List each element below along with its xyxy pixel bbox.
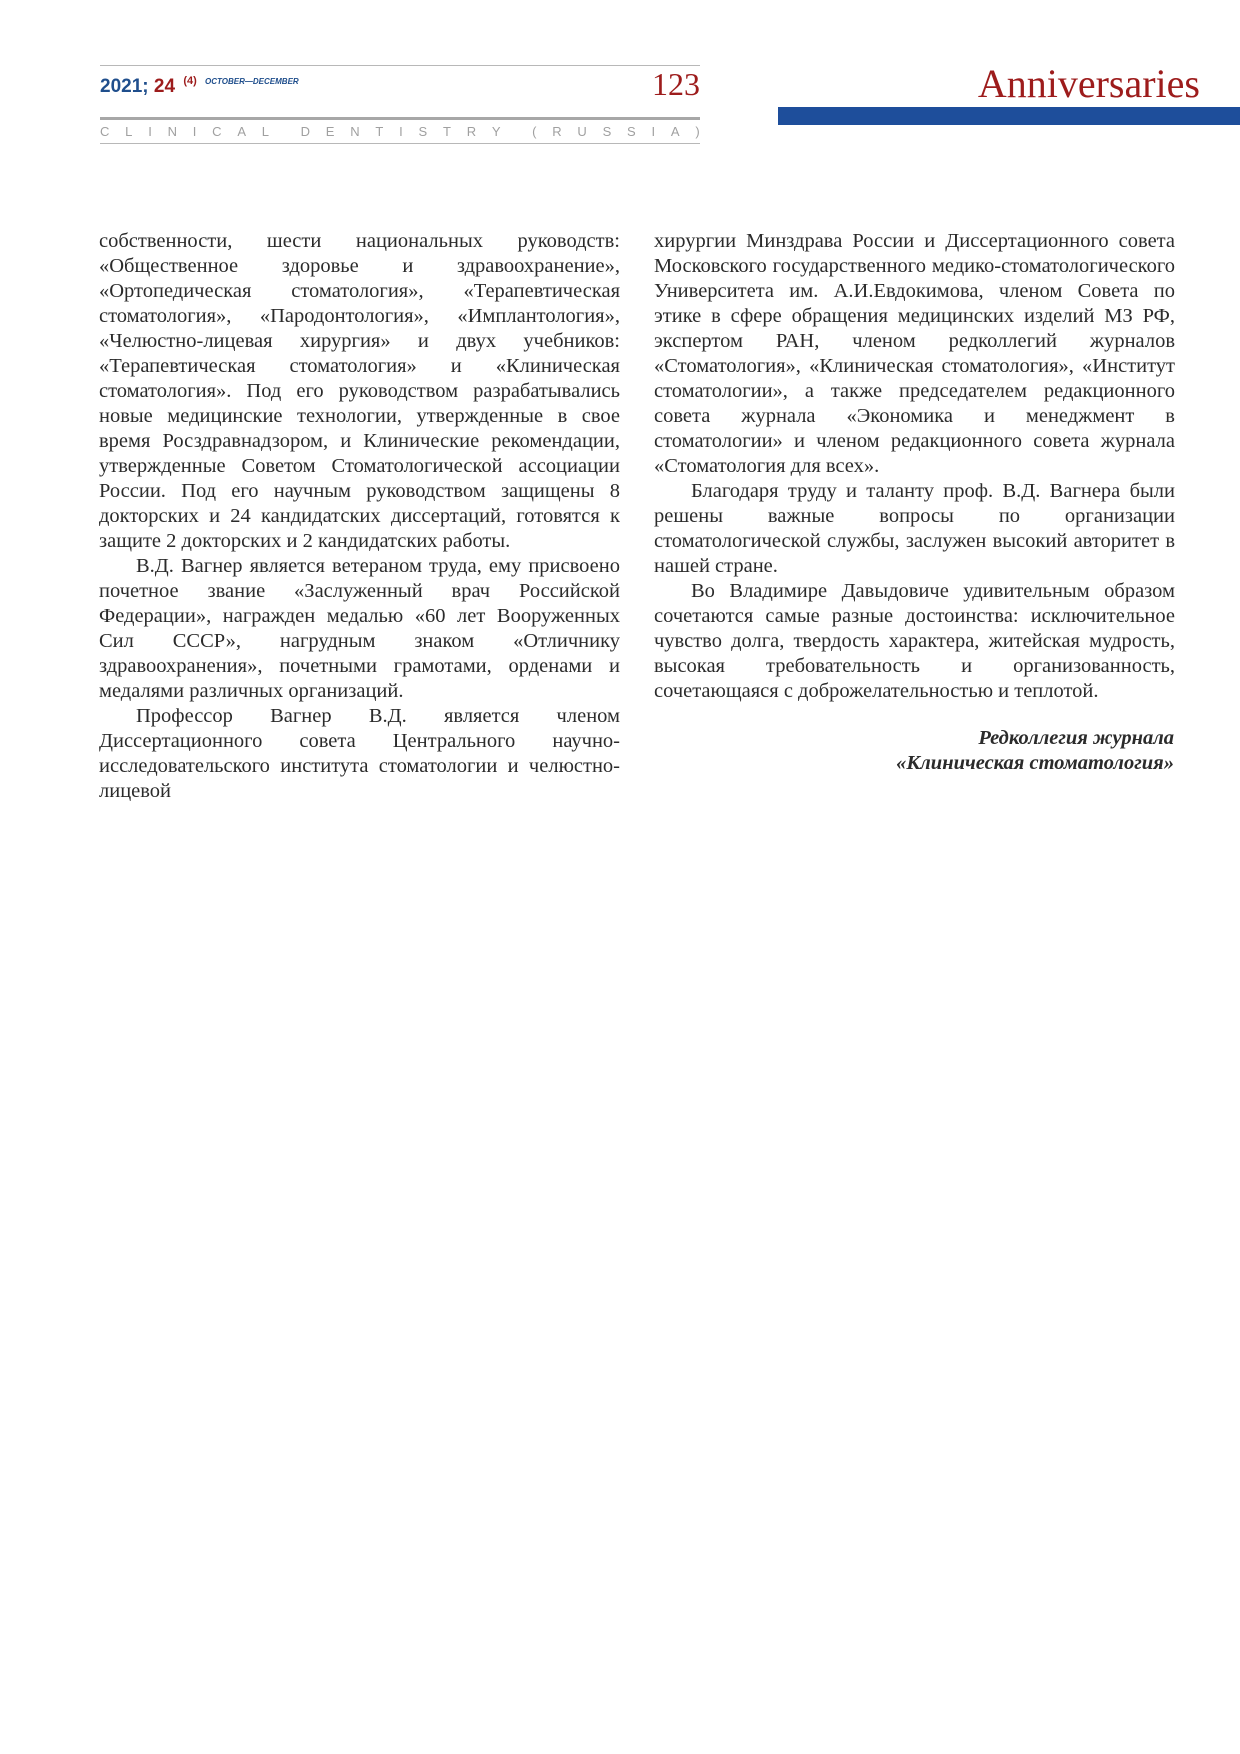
journal-name-letter: S — [418, 124, 428, 139]
journal-name-letter: A — [237, 124, 247, 139]
journal-name-letter: L — [261, 124, 270, 139]
journal-name-letter: D — [300, 124, 310, 139]
signature-line: «Клиническая стоматология» — [896, 752, 1174, 774]
signature-line: Редколлегия журнала — [978, 727, 1174, 749]
journal-name — [100, 124, 700, 140]
journal-name-letter: E — [325, 124, 335, 139]
journal-name-letter: ( — [532, 124, 537, 139]
journal-name-letter: I — [399, 124, 403, 139]
issue-info — [100, 70, 299, 98]
journal-name-letter: ) — [695, 124, 700, 139]
journal-name-letter: Y — [491, 124, 501, 139]
right-column — [654, 229, 1175, 704]
journal-name-letter: A — [670, 124, 680, 139]
journal-name-letter: I — [192, 124, 197, 139]
issue-year: 2021; — [100, 76, 149, 97]
journal-name-letter: C — [212, 124, 222, 139]
paragraph: Благодаря труду и таланту проф. В.Д. Вагнера были решены важные вопросы по организации стоматологической службы, заслужен высокий авторитет в нашей стране. — [654, 480, 1175, 577]
header-middle-rule — [100, 117, 700, 120]
issue-months: OCTOBER—DECEMBER — [205, 77, 299, 86]
issue-number: (4) — [183, 75, 197, 87]
journal-name-letter: N — [350, 124, 360, 139]
section-title: Anniversaries — [977, 61, 1200, 106]
paragraph: хирургии Минздрава России и Диссертационного совета Московского государственного медико-стоматологического Университета им. А.И.Евдокимова, членом Совета по этике в сфере обращения медицинских изделий МЗ РФ, экспертом РАН, членом редколлегий журналов «Стоматология», «Клиническая стоматология», «Институт стоматологии», а также председателем редакционного совета журнала «Экономика и менеджмент в стоматологии» и членом редакционного совета журнала «Стоматология для всех». — [654, 230, 1175, 477]
header-bottom-rule — [100, 143, 700, 144]
journal-name-letter: R — [466, 124, 477, 139]
journal-name-letter: I — [651, 124, 656, 139]
paragraph: Во Владимире Давыдовиче удивительным образом сочетаются самые разные достоинства: исключительное чувство долга, твердость характера, житейская мудрость, высокая требовательность и организованность, сочетающаяся с доброжелательностью и теплотой. — [654, 580, 1175, 702]
journal-name-letter: S — [627, 124, 636, 139]
section-accent-bar — [778, 107, 1240, 125]
journal-name-letter: C — [100, 124, 110, 139]
journal-name-letter: L — [125, 124, 133, 139]
paragraph: Профессор Вагнер В.Д. является членом Диссертационного совета Центрального научно-исследовательского института стоматологии и челюстно-лицевой — [99, 705, 620, 802]
journal-name-letter: S — [602, 124, 612, 139]
journal-name-letter: I — [148, 124, 152, 139]
journal-name-letter: N — [167, 124, 177, 139]
journal-name-letter: R — [552, 124, 562, 139]
journal-name-letter: T — [442, 124, 451, 139]
signature — [614, 726, 1174, 776]
journal-name-letter: U — [577, 124, 587, 139]
left-column — [99, 229, 620, 804]
paragraph: собственности, шести национальных руководств: «Общественное здоровье и здравоохранение», «Ортопедическая стоматология», «Терапевтическая стоматология», «Пародонтология», «Имплантология», «Челюстно-лицевая хирургия» и двух учебников: «Терапевтическая стоматология» и «Клиническая стоматология». Под его руководством разрабатывались новые медицинские технологии, утвержденные в свое время Росздравнадзором, и Клинические рекомендации, утвержденные Советом Стоматологической ассоциации России. Под его научным руководством защищены 8 докторских и 24 кандидатских диссертаций, готовятся к защите 2 докторских и 2 кандидатских работы. — [99, 230, 620, 552]
page-number: 123 — [652, 66, 700, 102]
issue-volume: 24 — [153, 76, 176, 97]
journal-name-letter: T — [375, 124, 384, 139]
paragraph: В.Д. Вагнер является ветераном труда, ему присвоено почетное звание «Заслуженный врач Российской Федерации», награжден медалью «60 лет Вооруженных Сил СССР», нагрудным знаком «Отличнику здравоохранения», почетными грамотами, орденами и медалями различных организаций. — [99, 555, 620, 702]
